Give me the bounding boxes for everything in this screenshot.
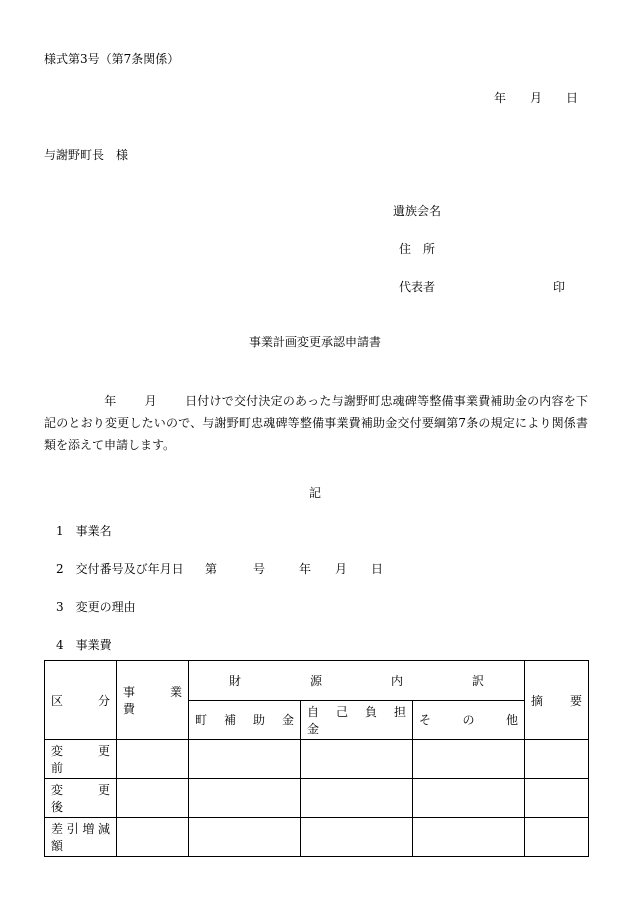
document-title: 事業計画変更承認申請書 [248, 335, 381, 349]
addressee: 与謝野町長 様 [44, 148, 129, 162]
cell-empty [301, 779, 413, 818]
grant-month-label: 月 [335, 562, 348, 576]
cell-empty [117, 740, 189, 779]
header-remarks: 摘 要 [525, 661, 589, 740]
cell-empty [117, 818, 189, 857]
header-kubun: 区 分 [45, 661, 117, 740]
cell-empty [413, 740, 525, 779]
body-month-label: 月 [144, 394, 157, 408]
grant-year-label: 年 [299, 562, 312, 576]
applicant-address-label: 住 所 [399, 242, 436, 256]
row-label-after-change: 変 更 後 [45, 779, 117, 818]
cell-empty [117, 779, 189, 818]
cell-empty [301, 740, 413, 779]
cell-empty [189, 818, 301, 857]
body-text: 日付けで交付決定のあった与謝野町忠魂碑等整備事業費補助金の内容を下記のとおり変更したいので、与謝野町忠魂碑等整備事業費補助金交付要綱第7条の規定により関係書類を添えて申請します。 [44, 394, 588, 452]
cell-empty [525, 779, 589, 818]
date-month-label: 月 [530, 91, 543, 105]
cell-empty [525, 740, 589, 779]
header-project-cost: 事 業 費 [117, 661, 189, 740]
applicant-representative-label: 代表者 [399, 280, 436, 294]
applicant-org-label: 遺族会名 [393, 204, 442, 218]
body-paragraph [44, 390, 588, 456]
item-4 [56, 638, 112, 652]
row-label-net-change: 差引増減額 [45, 818, 117, 857]
body-year-label: 年 [104, 394, 117, 408]
cell-empty [301, 818, 413, 857]
item-number: 1 [56, 524, 64, 538]
grant-number-prefix: 第 [205, 562, 218, 576]
subheader-self-funding: 自 己 負 担 金 [301, 700, 413, 740]
subheader-town-subsidy: 町 補 助 金 [189, 700, 301, 740]
cell-empty [189, 779, 301, 818]
form-number: 様式第3号（第7条関係） [44, 52, 180, 66]
item-label: 交付番号及び年月日 [75, 562, 184, 576]
row-label-before-change: 変 更 前 [45, 740, 117, 779]
table-row [45, 740, 589, 779]
item-label: 事業名 [75, 524, 112, 538]
table-row [45, 818, 589, 857]
table-row [45, 779, 589, 818]
item-3 [56, 600, 136, 614]
grant-day-label: 日 [371, 562, 384, 576]
item-number: 2 [56, 562, 64, 576]
project-cost-table [44, 660, 589, 857]
item-label: 事業費 [75, 638, 112, 652]
date-year-label: 年 [494, 91, 507, 105]
cell-empty [413, 818, 525, 857]
item-label: 変更の理由 [75, 600, 136, 614]
subheader-other: そ の 他 [413, 700, 525, 740]
cell-empty [189, 740, 301, 779]
item-number: 3 [56, 600, 64, 614]
item-2 [56, 562, 184, 576]
ki-heading: 記 [308, 486, 321, 500]
header-funding-breakdown: 財 源 内 訳 [189, 661, 525, 701]
cell-empty [413, 779, 525, 818]
item-number: 4 [56, 638, 64, 652]
grant-number-suffix: 号 [253, 562, 266, 576]
date-day-label: 日 [566, 91, 579, 105]
item-1 [56, 524, 112, 538]
seal-mark: 印 [553, 280, 566, 294]
cell-empty [525, 818, 589, 857]
